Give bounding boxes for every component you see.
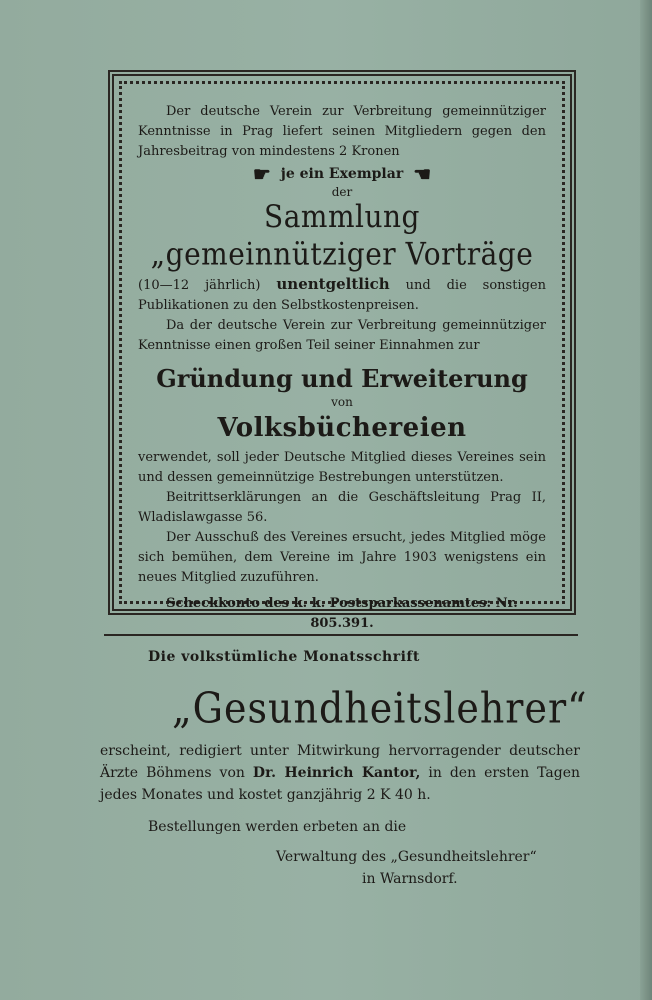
libraries-headline: Volksbüchereien [217,413,467,443]
administration-text: Verwaltung des „Gesundheitslehrer“ [276,849,537,865]
body-prefix: erscheint, redigiert unter Mitwirkung hervorragender deutscher Ärzte Böhmens von [100,743,580,781]
account-number: Scheckkonto des k. k. Postsparkassenamtes: Nr. 805.391. [166,596,518,631]
gesundheitslehrer-title: „Gesundheitslehrer“ [172,683,588,733]
collection-title: Sammlung „gemeinnütziger Vorträge [150,198,534,273]
founding-headline: Gründung und Erweiterung [156,364,528,393]
body-suffix: in den ersten Tagen jedes Monates und kostet ganzjährig 2 K 40 h. [100,765,581,803]
der-text: der [331,185,353,199]
ornamental-frame [108,70,576,631]
exemplar-line [138,164,546,184]
free-suffix: und die sonstigen Publikationen zu den Selbstkostenpreisen. [138,278,546,313]
free-prefix: (10—12 jährlich) [138,278,261,293]
pointing-hand-left-icon: ☚ [413,162,432,186]
exemplar-text: je ein Exemplar [280,166,404,182]
editor-name: Dr. Heinrich Kantor, [252,765,421,781]
page-edge [640,0,652,1000]
city-text: in Warnsdorf. [362,871,458,887]
join-text: Beitrittserklärungen an die Geschäftsleitung Prag II, Wladislawgasse 56. [138,490,546,525]
intro-text: Der deutsche Verein zur Verbreitung gemeinnütziger Kenntnisse in Prag liefert seinen Mitgliedern gegen den Jahresbeitrag von mindestens 2 Kronen [138,104,546,159]
orders-text: Bestellungen werden erbeten an die [148,819,407,835]
committee-text: Der Ausschuß des Vereines ersucht, jedes Mitglied möge sich bemühen, dem Vereine im Jahre 1903 wenigstens ein neues Mitglied zuzuführen. [138,530,546,585]
appeal-text: verwendet, soll jeder Deutsche Mitglied dieses Vereines sein und dessen gemeinnützige Bestrebungen unterstützen. [138,450,546,485]
free-line [138,274,546,316]
free-word: unentgeltlich [276,275,390,293]
pointing-hand-right-icon: ☛ [252,162,271,186]
divider-rule [104,634,578,636]
von-text: von [331,395,353,409]
monthly-label: Die volkstümliche Monatsschrift [148,649,420,665]
gesundheitslehrer-notice [100,646,588,890]
gesundheitslehrer-body [100,740,580,806]
purpose-text: Da der deutsche Verein zur Verbreitung gemeinnütziger Kenntnisse einen großen Teil seiner Einnahmen zur [138,318,546,353]
membership-notice [138,102,546,634]
